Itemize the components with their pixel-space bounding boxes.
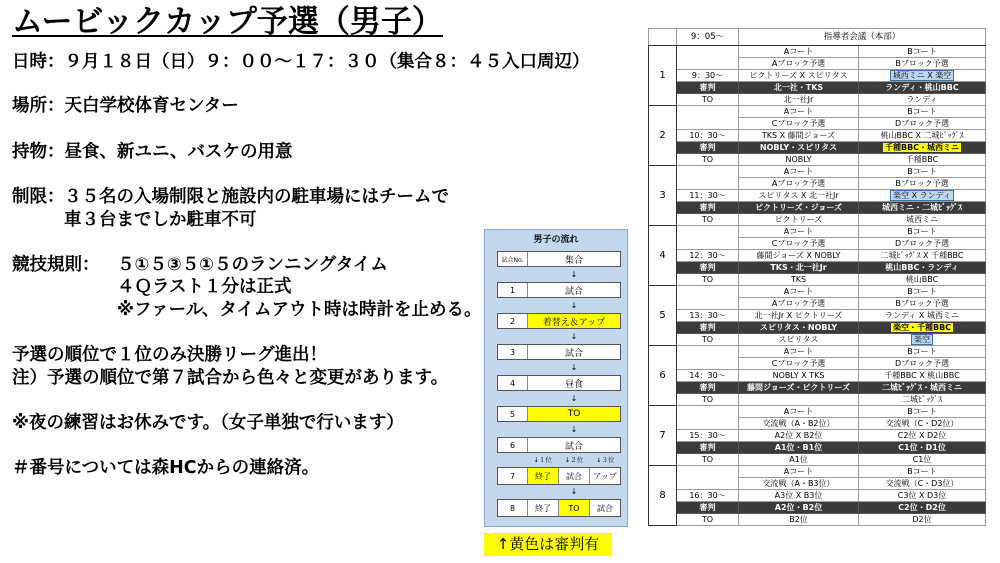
game-5-match-a: 北一社Jr X ピクトリーズ [739,310,859,322]
flow-step-label: 試合 [564,286,583,297]
game-7-court-a: Aコート [739,406,859,418]
game-8-time: 16：30～ [677,490,739,502]
flow-step-8 [497,499,621,517]
flow-header-row [497,251,621,267]
game-1-block-a: Aブロック予選 [739,58,859,70]
game-6-referee-b: 二城ﾋﾞｯｸﾞｽ・城西ミニ [859,382,986,394]
game-1-referee-a: 北一社・TKS [739,82,859,94]
flow-step-rank-2: 試合 [559,468,590,484]
game-7-to-label: TO [677,454,739,466]
game-5-to-a: スピリタス [739,334,859,346]
game-8-number: 8 [649,466,677,526]
game-3-court-b: Bコート [859,166,986,178]
game-6-row-5 [649,394,986,406]
game-7-row-1 [649,406,986,418]
game-6-referee-a: 藤間ジョーズ・ピクトリーズ [739,382,859,394]
game-1-block-b: Bブロック予選 [859,58,986,70]
game-6-to-a [739,394,859,406]
game-4-match-a: 藤間ジョーズ X NOBLY [739,250,859,262]
game-3-match-b-highlight: 楽空 X ランディ [890,190,954,201]
game-5-court-a: Aコート [739,286,859,298]
game-8-row-3 [649,490,986,502]
rules-label: 競技規則： [12,255,100,275]
game-1-row-4 [649,82,986,94]
game-3-to-a: ピクトリーズ [739,214,859,226]
flow-step-rank-3: アップ [593,471,617,481]
game-2-match-b: 桃山BBC X 二城ﾋﾞｯｸﾞｽ [859,130,986,142]
flow-step-rank-2: TO [559,500,590,516]
schedule-body [649,29,986,526]
flow-arrow: ↓ [570,301,578,310]
game-3-block-a: Aブロック予選 [739,178,859,190]
game-7-referee-a: A1位・B1位 [739,442,859,454]
game-7-number: 7 [649,406,677,466]
flow-rank-head-1: ↓１位 [533,456,552,464]
game-5-row-3 [649,310,986,322]
game-3-row-5 [649,214,986,226]
game-5-match-b: ランディ X 城西ミニ [859,310,986,322]
game-8-row-5 [649,514,986,526]
game-5-to-label: TO [677,334,739,346]
header-event: 指導者会議（本部） [739,29,986,46]
game-6-block-a: Cブロック予選 [739,358,859,370]
game-4-block-b: Dブロック予選 [859,238,986,250]
game-1-row-5 [649,94,986,106]
flow-step-2 [497,313,621,329]
rules-line-1: ５①５③５①５のランニングタイム [117,255,388,275]
game-5-to-b-highlight: 楽空 [911,334,933,345]
game-1-to-b: ランディ [859,94,986,106]
date-label: 日時： [12,52,65,72]
game-4-match-b: 二城ﾋﾞｯｸﾞｽ X 千種BBC [859,250,986,262]
game-1-court-b: Bコート [859,46,986,58]
game-6-to-label: TO [677,394,739,406]
game-6-row-3 [649,370,986,382]
flow-header-label: 集合 [564,255,583,266]
game-7-referee-b: C1位・D1位 [859,442,986,454]
game-2-referee-label: 審判 [677,142,739,154]
game-5-referee-b-highlight: 楽空・千種BBC [892,322,952,332]
flow-arrow: ↓ [570,425,578,434]
game-7-row-3 [649,430,986,442]
game-6-court-a: Aコート [739,346,859,358]
game-7-match-b: C2位 X D2位 [859,430,986,442]
flow-rank-head-3: ↓３位 [596,456,615,464]
game-7-block-b: 交流戦（C・D2位） [859,418,986,430]
game-6-time-blank [677,346,739,370]
note-qualification: 予選の順位で１位のみ決勝リーグ進出！ [12,345,327,365]
game-8-referee-a: A2位・B2位 [739,502,859,514]
game-5-time-blank [677,286,739,310]
flow-step-label: TO [528,407,620,421]
flow-step-label: 着替え＆アップ [528,314,620,328]
game-2-court-b: Bコート [859,106,986,118]
game-1-referee-b: ランディ・桃山BBC [859,82,986,94]
game-2-row-3 [649,130,986,142]
flow-step-no: 1 [498,283,528,297]
game-3-block-b: Bブロック予選 [859,178,986,190]
flow-step-7 [497,467,621,485]
flow-arrow: ↓ [570,363,578,372]
date-value: ９月１８日（日）９：００～１７：３０（集合８：４５入口周辺） [64,52,590,72]
game-6-to-b: 二城ﾋﾞｯｸﾞｽ [859,394,986,406]
flow-step-label: 昼食 [564,379,583,390]
game-2-to-a: NOBLY [739,154,859,166]
game-7-referee-label: 審判 [677,442,739,454]
game-6-row-4 [649,382,986,394]
game-2-to-b: 千種BBC [859,154,986,166]
game-2-time-blank [677,106,739,130]
game-2-match-a: TKS X 藤間ジョーズ [739,130,859,142]
game-8-court-a: Aコート [739,466,859,478]
game-1-match-b-highlight: 城西ミニ X 楽空 [890,70,955,81]
game-6-time: 14：30～ [677,370,739,382]
game-7-court-b: Bコート [859,406,986,418]
game-6-court-b: Bコート [859,346,986,358]
game-4-referee-a: TKS・北一社Jr [739,262,859,274]
game-1-to-label: TO [677,94,739,106]
game-3-match-a: スピリタス X 北一社Jr [739,190,859,202]
game-7-time: 15：30～ [677,430,739,442]
note-night-practice: ※夜の練習はお休みです。（女子単独で行います） [12,413,404,433]
game-7-row-5 [649,454,986,466]
flow-step-rank-1: 終了 [528,500,559,516]
flow-step-no: 2 [498,314,528,328]
limit-label: 制限： [12,187,65,207]
game-4-number: 4 [649,226,677,286]
game-2-row-4 [649,142,986,154]
flow-step-3 [497,344,621,360]
flow-rank-head-2: ↓２位 [564,456,584,464]
game-1-row-3 [649,70,986,82]
game-7-to-b: C1位 [859,454,986,466]
flow-arrow: ↓ [570,487,578,496]
game-8-to-b: D2位 [859,514,986,526]
game-8-time-blank [677,466,739,490]
flow-step-no: 4 [498,376,528,390]
game-2-referee-b [859,142,986,154]
game-3-referee-b: 城西ミニ・二城ﾋﾞｯｸﾞｽ [859,202,986,214]
game-4-block-a: Cブロック予選 [739,238,859,250]
game-1-time-blank [677,46,739,70]
game-7-match-a: A2位 X B2位 [739,430,859,442]
belongings-value: 昼食、新ユニ、バスケの用意 [64,142,293,162]
flow-arrow: ↓ [570,270,578,279]
flow-arrow: ↓ [570,332,578,341]
game-5-block-b: Bブロック予選 [859,298,986,310]
venue-label: 場所： [12,96,65,116]
note-changes: 注）予選の順位で第７試合から色々と変更があります。 [12,368,449,388]
game-3-row-4 [649,202,986,214]
flow-arrow: ↓ [570,394,578,403]
game-1-row-1 [649,46,986,58]
date-line [12,51,590,73]
game-1-to-a: 北一社Jr [739,94,859,106]
flow-step-no: 7 [498,468,528,484]
game-6-row-1 [649,346,986,358]
referee-legend: ↑黄色は審判有 [484,533,612,556]
game-3-court-a: Aコート [739,166,859,178]
game-5-row-4 [649,322,986,334]
game-3-time-blank [677,166,739,190]
game-8-match-a: A3位 X B3位 [739,490,859,502]
game-4-to-label: TO [677,274,739,286]
game-2-referee-b-highlight: 千種BBC・城西ミニ [884,142,960,152]
game-3-match-b [859,190,986,202]
game-4-time: 12：30～ [677,250,739,262]
rules-line-3: ※ファール、タイムアウト時は時計を止める。 [117,300,482,320]
schedule-header-row [649,29,986,46]
game-4-court-a: Aコート [739,226,859,238]
game-5-row-5 [649,334,986,346]
game-8-court-b: Bコート [859,466,986,478]
flow-step-5 [497,406,621,422]
flow-step-label: 試合 [564,348,583,359]
game-1-referee-label: 審判 [677,82,739,94]
schedule-table [648,28,986,526]
game-1-match-a: ピクトリーズ X スピリタス [739,70,859,82]
flow-step-label: 試合 [564,441,583,452]
flow-title: 男子の流れ [533,235,579,245]
flow-step-6 [497,437,621,453]
game-4-to-b: 桃山BBC [859,274,986,286]
belongings-label: 持物： [12,142,65,162]
game-4-to-a: TKS [739,274,859,286]
game-4-court-b: Bコート [859,226,986,238]
belongings-line [12,141,293,163]
game-5-to-b [859,334,986,346]
game-5-time: 13：30～ [677,310,739,322]
flow-rank-heads [527,454,621,466]
game-6-block-b: Dブロック予選 [859,358,986,370]
game-8-match-b: C3位 X D3位 [859,490,986,502]
game-4-time-blank [677,226,739,250]
game-8-referee-b: C2位・D2位 [859,502,986,514]
game-2-to-label: TO [677,154,739,166]
game-5-block-a: Aブロック予選 [739,298,859,310]
game-6-number: 6 [649,346,677,406]
game-5-referee-a: スピリタス・NOBLY [739,322,859,334]
flow-header-no: 試合No. [498,252,528,266]
game-8-block-a: 交流戦（A・B3位） [739,478,859,490]
game-6-match-b: 千種BBC X 桃山BBC [859,370,986,382]
game-4-row-5 [649,274,986,286]
header-blank [649,29,677,46]
game-7-row-4 [649,442,986,454]
game-7-to-a: A1位 [739,454,859,466]
game-1-number: 1 [649,46,677,106]
game-5-court-b: Bコート [859,286,986,298]
game-3-number: 3 [649,166,677,226]
venue-value: 天白学校体育センター [64,96,239,116]
game-2-block-b: Dブロック予選 [859,118,986,130]
game-8-to-label: TO [677,514,739,526]
flow-step-1 [497,282,621,298]
flow-step-no: 6 [498,438,528,452]
flow-step-rank-3: 試合 [597,503,613,513]
game-8-block-b: 交流戦（C・D3位） [859,478,986,490]
limit-line-1: ３５名の入場制限と施設内の駐車場にはチームで [64,187,449,207]
game-3-row-3 [649,190,986,202]
game-5-row-1 [649,286,986,298]
game-1-court-a: Aコート [739,46,859,58]
game-7-block-a: 交流戦（A・B2位） [739,418,859,430]
venue-line [12,95,239,117]
game-5-number: 5 [649,286,677,346]
game-2-block-a: Cブロック予選 [739,118,859,130]
game-4-referee-b: 桃山BBC・ランディ [859,262,986,274]
flow-step-rank-1: 終了 [528,468,559,484]
game-1-match-b [859,70,986,82]
game-8-row-1 [649,466,986,478]
limit-line-2: 車３台までしか駐車不可 [64,210,257,230]
game-4-referee-label: 審判 [677,262,739,274]
game-5-referee-b [859,322,986,334]
game-2-court-a: Aコート [739,106,859,118]
game-1-time: 9：30～ [677,70,739,82]
game-3-to-label: TO [677,214,739,226]
game-2-time: 10：30～ [677,130,739,142]
game-4-row-4 [649,262,986,274]
game-2-row-1 [649,106,986,118]
flow-step-no: 8 [498,500,528,516]
rules-line-2: ４Ｑラスト１分は正式 [117,277,292,297]
page-title: ムービックカップ予選（男子） [12,4,443,40]
game-3-time: 11：30～ [677,190,739,202]
game-8-referee-label: 審判 [677,502,739,514]
flow-step-no: 3 [498,345,528,359]
game-3-row-1 [649,166,986,178]
flow-panel [484,229,628,527]
flow-step-4 [497,375,621,391]
game-3-to-b: 城西ミニ [859,214,986,226]
game-4-row-1 [649,226,986,238]
game-6-match-a: NOBLY X TKS [739,370,859,382]
game-3-referee-label: 審判 [677,202,739,214]
game-2-number: 2 [649,106,677,166]
flow-step-no: 5 [498,407,528,421]
game-4-row-3 [649,250,986,262]
game-2-referee-a: NOBLY・スピリタス [739,142,859,154]
game-7-time-blank [677,406,739,430]
header-time: 9：05～ [677,29,739,46]
game-8-row-4 [649,502,986,514]
note-numbers: ＃番号については森HCからの連絡済。 [12,458,320,478]
game-5-referee-label: 審判 [677,322,739,334]
game-2-row-5 [649,154,986,166]
game-3-referee-a: ピクトリーズ・ジョーズ [739,202,859,214]
game-8-to-a: B2位 [739,514,859,526]
game-6-referee-label: 審判 [677,382,739,394]
